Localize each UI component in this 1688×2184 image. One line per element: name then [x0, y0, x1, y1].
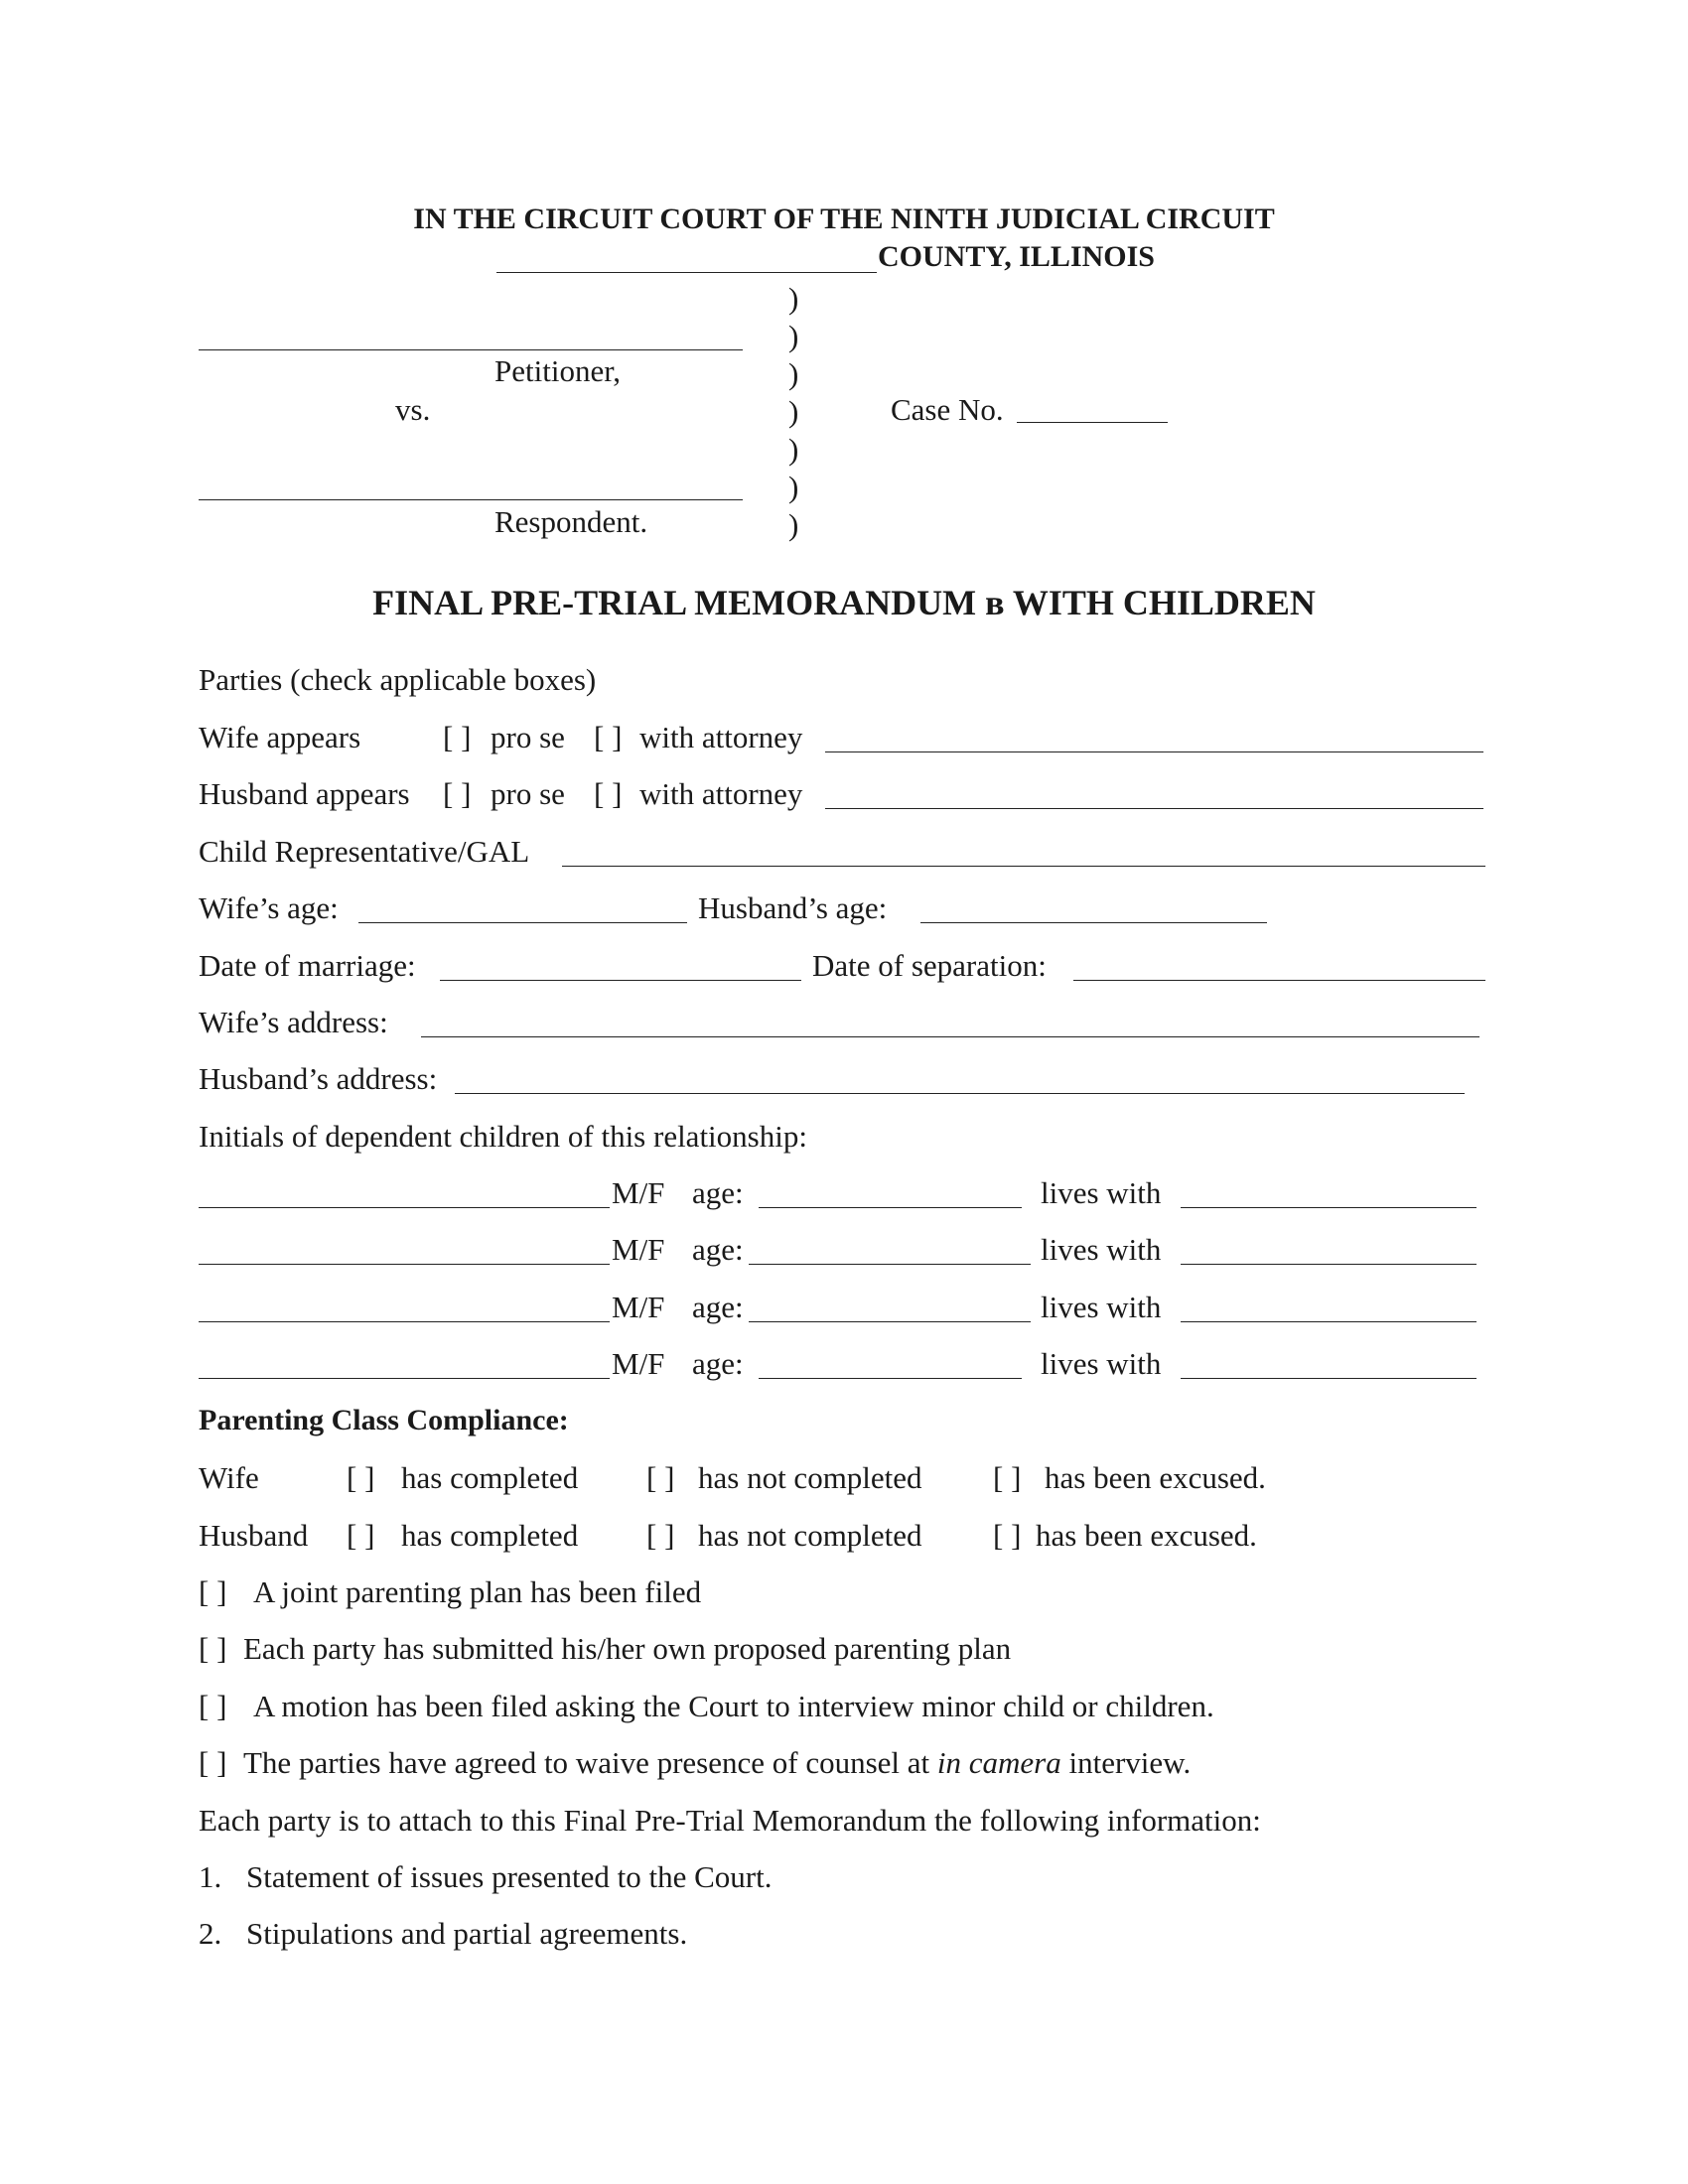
petitioner-label: Petitioner, [494, 353, 622, 388]
caption-paren: ) [788, 432, 799, 467]
husband-age-label: Husband’s age: [698, 890, 888, 925]
completed-label: has completed [401, 1460, 579, 1495]
lives-with-label: lives with [1041, 1175, 1162, 1210]
child-initials-blank[interactable] [199, 1264, 610, 1265]
pro-se-label: pro se [491, 776, 565, 811]
wife-excused-checkbox[interactable]: [ ] [993, 1460, 1022, 1495]
wife-age-blank[interactable] [358, 922, 687, 923]
respondent-label: Respondent. [494, 504, 648, 539]
child-age-blank[interactable] [749, 1321, 1031, 1322]
attach-item-number: 1. [199, 1859, 222, 1894]
wife-not-completed-checkbox[interactable]: [ ] [646, 1460, 675, 1495]
child-initials-blank[interactable] [199, 1321, 610, 1322]
joint-plan-checkbox[interactable]: [ ] [199, 1574, 227, 1609]
lives-with-label: lives with [1041, 1346, 1162, 1381]
husband-label: Husband [199, 1518, 309, 1553]
wife-address-label: Wife’s address: [199, 1005, 388, 1039]
caption-paren: ) [788, 394, 799, 429]
waive-text [243, 1747, 1191, 1778]
own-plan-text: Each party has submitted his/her own proposed parenting plan [243, 1631, 1012, 1666]
child-age-blank[interactable] [759, 1378, 1022, 1379]
parties-heading: Parties (check applicable boxes) [199, 662, 597, 697]
child-lives-with-blank[interactable] [1181, 1207, 1477, 1208]
court-heading: IN THE CIRCUIT COURT OF THE NINTH JUDICIAL CIRCUIT [413, 203, 1275, 235]
waive-text-italic: in camera [936, 1745, 1061, 1780]
vs-label: vs. [395, 392, 431, 427]
date-separation-label: Date of separation: [812, 948, 1047, 983]
county-blank[interactable] [496, 272, 877, 273]
husband-address-label: Husband’s address: [199, 1061, 438, 1096]
attach-intro: Each party is to attach to this Final Pre-Trial Memorandum the following information: [199, 1803, 1261, 1838]
husband-age-blank[interactable] [920, 922, 1267, 923]
husband-excused-checkbox[interactable]: [ ] [993, 1518, 1022, 1553]
children-heading: Initials of dependent children of this relationship: [199, 1119, 807, 1154]
wife-attorney-blank[interactable] [825, 751, 1483, 752]
excused-label: has been excused. [1045, 1460, 1266, 1495]
husband-attorney-blank[interactable] [825, 808, 1483, 809]
wife-pro-se-checkbox[interactable]: [ ] [443, 720, 472, 754]
wife-label: Wife [199, 1460, 259, 1495]
with-attorney-label: with attorney [639, 720, 803, 754]
husband-pro-se-checkbox[interactable]: [ ] [443, 776, 472, 811]
child-rep-blank[interactable] [562, 866, 1485, 867]
attach-item-text: Statement of issues presented to the Court. [246, 1859, 773, 1894]
county-heading: COUNTY, ILLINOIS [878, 240, 1155, 273]
own-plan-checkbox[interactable]: [ ] [199, 1631, 227, 1666]
child-initials-blank[interactable] [199, 1378, 610, 1379]
child-rep-label: Child Representative/GAL [199, 834, 530, 869]
mf-label: M/F [612, 1346, 665, 1381]
motion-checkbox[interactable]: [ ] [199, 1689, 227, 1723]
wife-age-label: Wife’s age: [199, 890, 339, 925]
with-attorney-label: with attorney [639, 776, 803, 811]
date-separation-blank[interactable] [1073, 980, 1485, 981]
child-age-blank[interactable] [759, 1207, 1022, 1208]
husband-not-completed-checkbox[interactable]: [ ] [646, 1518, 675, 1553]
date-marriage-blank[interactable] [440, 980, 801, 981]
completed-label: has completed [401, 1518, 579, 1553]
case-no-label: Case No. [891, 392, 1004, 427]
pro-se-label: pro se [491, 720, 565, 754]
child-lives-with-blank[interactable] [1181, 1321, 1477, 1322]
wife-attorney-checkbox[interactable]: [ ] [594, 720, 623, 754]
waive-checkbox[interactable]: [ ] [199, 1745, 227, 1780]
waive-text-pre: The parties have agreed to waive presence of counsel at [243, 1745, 930, 1780]
petitioner-name-blank[interactable] [199, 349, 743, 350]
motion-text: A motion has been filed asking the Court to interview minor child or children. [253, 1689, 1214, 1723]
husband-address-blank[interactable] [455, 1093, 1465, 1094]
husband-appears-label: Husband appears [199, 776, 410, 811]
excused-label: has been excused. [1036, 1518, 1257, 1553]
caption-paren: ) [788, 507, 799, 542]
husband-completed-checkbox[interactable]: [ ] [347, 1518, 375, 1553]
wife-completed-checkbox[interactable]: [ ] [347, 1460, 375, 1495]
wife-address-blank[interactable] [421, 1036, 1479, 1037]
age-label: age: [692, 1290, 744, 1324]
husband-attorney-checkbox[interactable]: [ ] [594, 776, 623, 811]
waive-text-post: interview. [1068, 1745, 1192, 1780]
lives-with-label: lives with [1041, 1232, 1162, 1267]
attach-item-number: 2. [199, 1916, 222, 1951]
caption-paren: ) [788, 319, 799, 353]
age-label: age: [692, 1175, 744, 1210]
child-age-blank[interactable] [749, 1264, 1031, 1265]
not-completed-label: has not completed [698, 1460, 922, 1495]
age-label: age: [692, 1346, 744, 1381]
joint-plan-text: A joint parenting plan has been filed [253, 1574, 702, 1609]
mf-label: M/F [612, 1290, 665, 1324]
parenting-heading: Parenting Class Compliance: [199, 1404, 569, 1436]
wife-appears-label: Wife appears [199, 720, 361, 754]
document-title: FINAL PRE-TRIAL MEMORANDUM ʙ WITH CHILDREN [372, 583, 1316, 622]
child-lives-with-blank[interactable] [1181, 1378, 1477, 1379]
caption-paren: ) [788, 470, 799, 504]
child-lives-with-blank[interactable] [1181, 1264, 1477, 1265]
caption-paren: ) [788, 356, 799, 391]
date-marriage-label: Date of marriage: [199, 948, 416, 983]
lives-with-label: lives with [1041, 1290, 1162, 1324]
child-initials-blank[interactable] [199, 1207, 610, 1208]
age-label: age: [692, 1232, 744, 1267]
case-no-blank[interactable] [1017, 422, 1168, 423]
mf-label: M/F [612, 1175, 665, 1210]
mf-label: M/F [612, 1232, 665, 1267]
respondent-name-blank[interactable] [199, 499, 743, 500]
caption-paren: ) [788, 281, 799, 316]
attach-item-text: Stipulations and partial agreements. [246, 1916, 688, 1951]
not-completed-label: has not completed [698, 1518, 922, 1553]
